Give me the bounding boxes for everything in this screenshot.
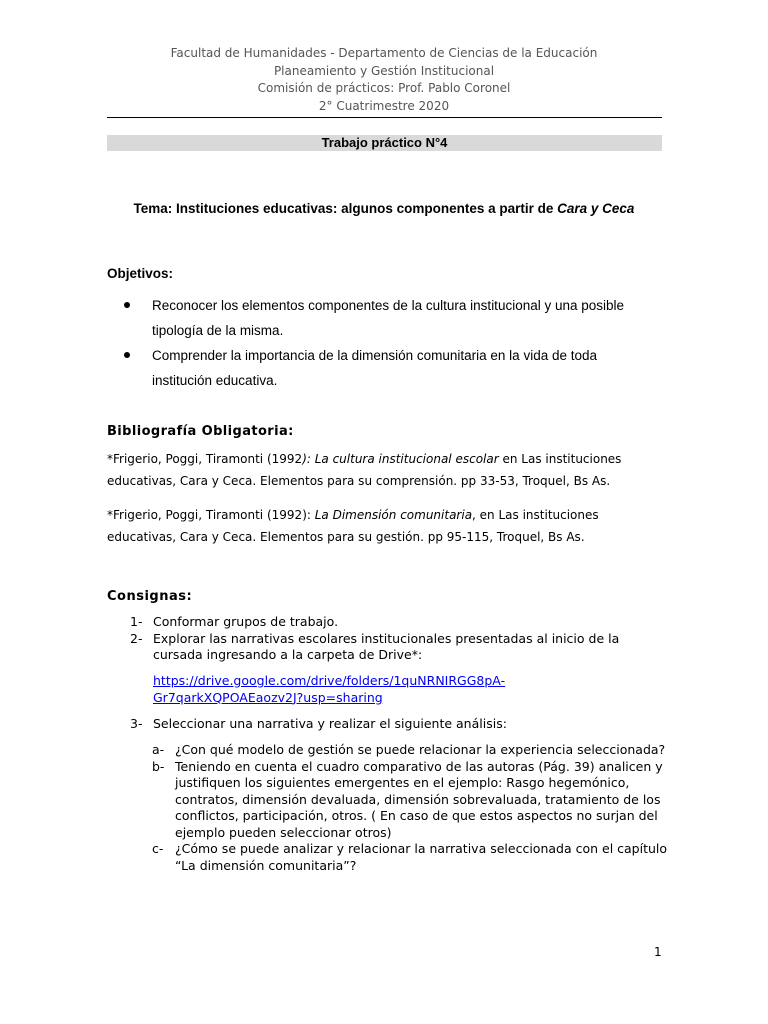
biblio-rest: en Las instituciones educativas, Cara y Ceca. Elementos para su comprensión. pp 33-53, Troquel, Bs As.	[107, 452, 622, 488]
tema-italic: Cara y Ceca	[557, 201, 635, 216]
objetivos-list	[124, 293, 644, 393]
header-course: Planeamiento y Gestión Institucional	[273, 64, 495, 78]
consignas-heading: Consignas:	[107, 589, 193, 604]
subitem-text: ¿Con qué modelo de gestión se puede relacionar la experiencia seleccionada?	[175, 742, 666, 757]
list-item	[152, 841, 674, 874]
tema-text: Tema: Instituciones educativas: algunos componentes a partir de	[133, 201, 558, 216]
page-title: Trabajo práctico N°4	[107, 135, 662, 151]
header-faculty: Facultad de Humanidades - Departamento de Ciencias de la Educación	[170, 46, 598, 60]
tema	[0, 200, 768, 218]
drive-link-line[interactable]: Gr7qarkXQPOAEaozv2J?usp=sharing	[153, 689, 383, 705]
consignas-list	[130, 614, 650, 664]
biblio-rest: , en Las instituciones educativas, Cara y Ceca. Elementos para su gestión. pp 95-115, Troquel, Bs As.	[107, 508, 599, 544]
bibliografia-heading: Bibliografía Obligatoria:	[107, 424, 294, 439]
header-term: 2° Cuatrimestre 2020	[318, 99, 450, 113]
consigna-3	[130, 716, 650, 733]
biblio-title: La Dimensión comunitaria	[314, 508, 473, 522]
subitem-letter: b-	[152, 758, 165, 774]
bullet-icon	[124, 352, 130, 358]
subitems-list	[152, 742, 674, 874]
subitem-letter: c-	[152, 841, 164, 856]
biblio-authors: *Frigerio, Poggi, Tiramonti (1992	[107, 452, 303, 466]
biblio-title: La cultura institucional escolar	[314, 452, 499, 466]
item-number: 3-	[130, 716, 143, 731]
drive-link-line[interactable]: https://drive.google.com/drive/folders/1quNRNIRGG8pA-	[153, 673, 506, 688]
list-item	[124, 293, 644, 343]
list-item	[130, 716, 650, 733]
objetivo-text: Reconocer los elementos componentes de la cultura institucional y una posible tipología de la misma.	[152, 298, 625, 338]
item-number: 1-	[130, 614, 143, 629]
biblio-separator: ):	[302, 452, 315, 466]
header-commission: Comisión de prácticos: Prof. Pablo Coronel	[257, 81, 511, 95]
drive-link[interactable]	[153, 673, 653, 706]
page-number: 1	[654, 945, 662, 959]
item-text: Explorar las narrativas escolares institucionales presentadas al inicio de la cursada ingresando a la carpeta de Drive*:	[153, 630, 620, 662]
list-item	[152, 759, 674, 842]
subitem-text: Teniendo en cuenta el cuadro comparativo de las autoras (Pág. 39) analicen y justifiquen los siguientes emergentes en el ejemplo: Rasgo hegemónico, contratos, dimensión devaluada, dimensión sobrevaluada, tratamiento de los conflictos, participación, otros. ( En caso de que estos aspectos no surjan del ejemplo pueden seleccionar otros)	[175, 758, 663, 840]
biblio-separator: ):	[302, 508, 315, 522]
biblio-authors: *Frigerio, Poggi, Tiramonti (1992	[107, 508, 303, 522]
subitem-letter: a-	[152, 742, 165, 757]
subitem-text: ¿Cómo se puede analizar y relacionar la narrativa seleccionada con el capítulo “La dimensión comunitaria”?	[175, 841, 668, 873]
biblio-entry	[107, 504, 667, 548]
biblio-entry	[107, 448, 667, 492]
bullet-icon	[124, 302, 130, 308]
objetivo-text: Comprender la importancia de la dimensión comunitaria en la vida de toda institución educativa.	[152, 348, 597, 388]
objetivos-heading: Objetivos:	[107, 266, 174, 281]
list-item	[124, 343, 644, 393]
item-text: Seleccionar una narrativa y realizar el siguiente análisis:	[153, 716, 507, 731]
list-item	[130, 614, 650, 631]
header-rule	[107, 117, 662, 118]
item-text: Conformar grupos de trabajo.	[153, 614, 339, 629]
list-item	[152, 742, 674, 759]
item-number: 2-	[130, 630, 143, 646]
list-item	[130, 631, 650, 664]
